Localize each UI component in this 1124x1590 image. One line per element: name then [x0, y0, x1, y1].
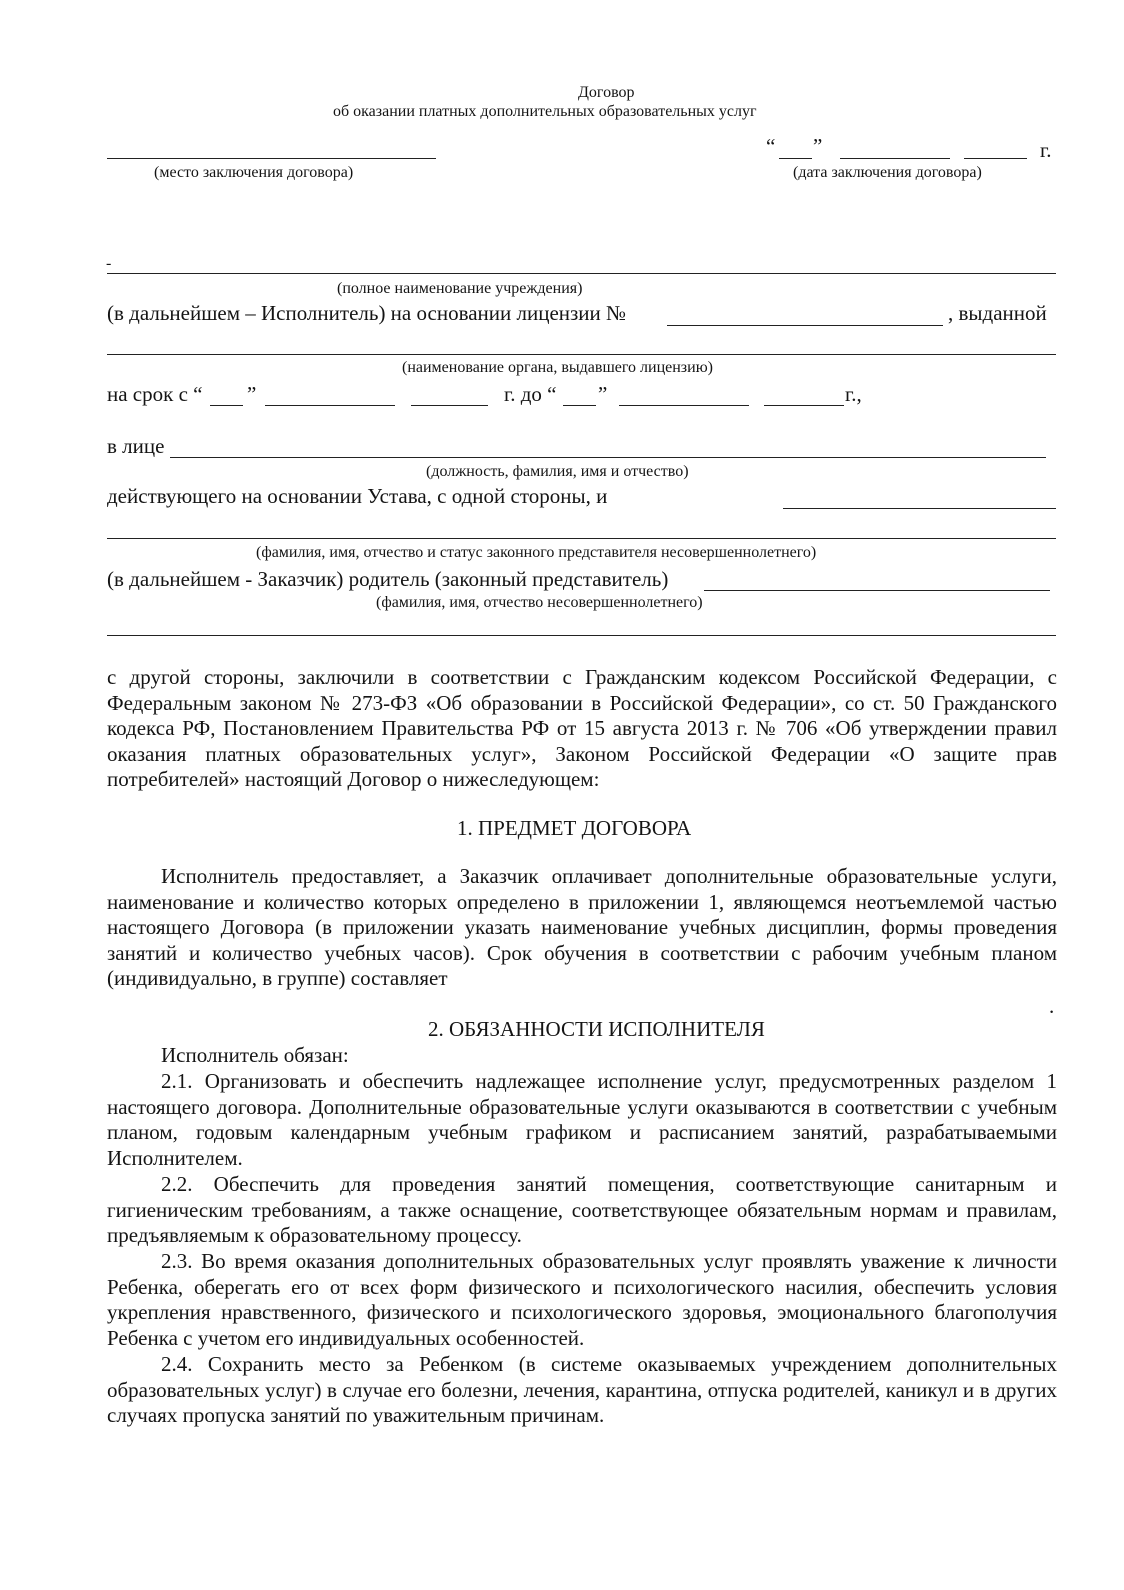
section-1-heading: 1. ПРЕДМЕТ ДОГОВОРА	[457, 816, 692, 840]
acting-basis-text: действующего на основании Устава, с одной стороны, и	[107, 484, 608, 508]
executor-issued-text: , выданной	[948, 301, 1047, 325]
license-number-blank	[667, 325, 943, 326]
executor-license-text: (в дальнейшем – Исполнитель) на основании лицензии №	[107, 301, 627, 325]
term-from-day-blank	[210, 405, 243, 406]
minor-caption: (фамилия, имя, отчество несовершеннолетнего)	[376, 594, 703, 611]
section-2-item-1: 2.1. Организовать и обеспечить надлежащее исполнение услуг, предусмотренных разделом 1 настоящего договора. Дополнительные образовательные услуги оказываются в соответствии с учебным планом, годовым календарным учебным графиком и расписанием занятий, разрабатываемыми Исполнителем.	[107, 1069, 1057, 1170]
term-to-month-blank	[619, 405, 749, 406]
position-caption: (должность, фамилия, имя и отчество)	[426, 463, 689, 480]
minor-name-blank	[107, 635, 1056, 636]
section-2-item-4: 2.4. Сохранить место за Ребенком (в системе оказываемых учреждением дополнительных образовательных услуг) в случае его болезни, лечения, карантина, отпуска родителей, каникул и в других случаях пропуска занятий по уважительным причинам.	[107, 1352, 1057, 1427]
document-title: Договор	[578, 84, 635, 101]
term-from-year-blank	[411, 405, 488, 406]
section-2-heading: 2. ОБЯЗАННОСТИ ИСПОЛНИТЕЛЯ	[428, 1017, 765, 1041]
term-from-quote-close: ”	[247, 382, 257, 406]
document-subtitle: об оказании платных дополнительных образовательных услуг	[333, 103, 757, 120]
institution-dash: -	[106, 255, 112, 272]
date-caption: (дата заключения договора)	[793, 164, 982, 181]
section-1-paragraph: Исполнитель предоставляет, а Заказчик оплачивает дополнительные образовательные услуги, наименование и количество которых определено в приложении 1, являющемся неотъемлемой частью настоящего Договора (в приложении указать наименование учебных дисциплин, формы проведения занятий и количество учебных часов). Срок обучения в соответствии с рабочим учебным планом (индивидуально, в группе) составляет	[107, 864, 1057, 990]
licensing-body-blank	[107, 354, 1056, 355]
date-year-blank	[964, 158, 1027, 159]
term-to-day-blank	[563, 405, 596, 406]
date-month-blank	[840, 158, 950, 159]
acting-basis-blank	[783, 508, 1056, 509]
institution-caption: (полное наименование учреждения)	[337, 280, 583, 297]
term-to-text: г. до “	[504, 382, 557, 406]
section-2-intro: Исполнитель обязан:	[161, 1043, 349, 1067]
term-to-year-blank	[764, 405, 844, 406]
preamble-paragraph: с другой стороны, заключили в соответствии с Гражданским кодексом Российской Федерации, с Федеральным законом № 273-ФЗ «Об образовании в Российской Федерации», со ст. 50 Гражданского кодекса РФ, Постановлением Правительства РФ от 15 августа 2013 г. № 706 «Об утверждении правил оказания платных образовательных услуг», Законом Российской Федерации «О защите прав потребителей» настоящий Договор о нижеследующем:	[107, 665, 1057, 791]
customer-name-blank	[704, 590, 1050, 591]
term-to-quote-close: ”	[598, 382, 608, 406]
representative-name-blank	[170, 457, 1046, 458]
licensing-body-caption: (наименование органа, выдавшего лицензию)	[402, 359, 713, 376]
customer-text: (в дальнейшем - Заказчик) родитель (законный представитель)	[107, 567, 669, 591]
date-quote-open: “	[766, 134, 776, 158]
term-from-month-blank	[265, 405, 395, 406]
date-quote-close: ”	[813, 134, 823, 158]
term-year-end: г.,	[845, 382, 862, 406]
place-caption: (место заключения договора)	[154, 164, 354, 181]
section-2-item-2: 2.2. Обеспечить для проведения занятий помещения, соответствующие санитарным и гигиеническим требованиям, а также оснащение, соответствующее обязательным нормам и правилам, предъявляемым к образовательному процессу.	[107, 1172, 1057, 1247]
section-1-trailing-dot: .	[1049, 994, 1055, 1018]
legal-representative-blank	[107, 538, 1056, 539]
date-year-suffix: г.	[1040, 138, 1052, 162]
date-day-blank	[779, 158, 812, 159]
place-blank	[107, 158, 436, 159]
institution-blank	[107, 273, 1056, 274]
represented-by-text: в лице	[107, 434, 165, 458]
term-from-text: на срок с “	[107, 382, 203, 406]
legal-representative-caption: (фамилия, имя, отчество и статус законного представителя несовершеннолетнего)	[256, 544, 817, 561]
section-2-item-3: 2.3. Во время оказания дополнительных образовательных услуг проявлять уважение к личности Ребенка, оберегать его от всех форм физического и психологического насилия, обеспечить условия укрепления нравственного, физического и психологического здоровья, эмоционального благополучия Ребенка с учетом его индивидуальных особенностей.	[107, 1249, 1057, 1350]
